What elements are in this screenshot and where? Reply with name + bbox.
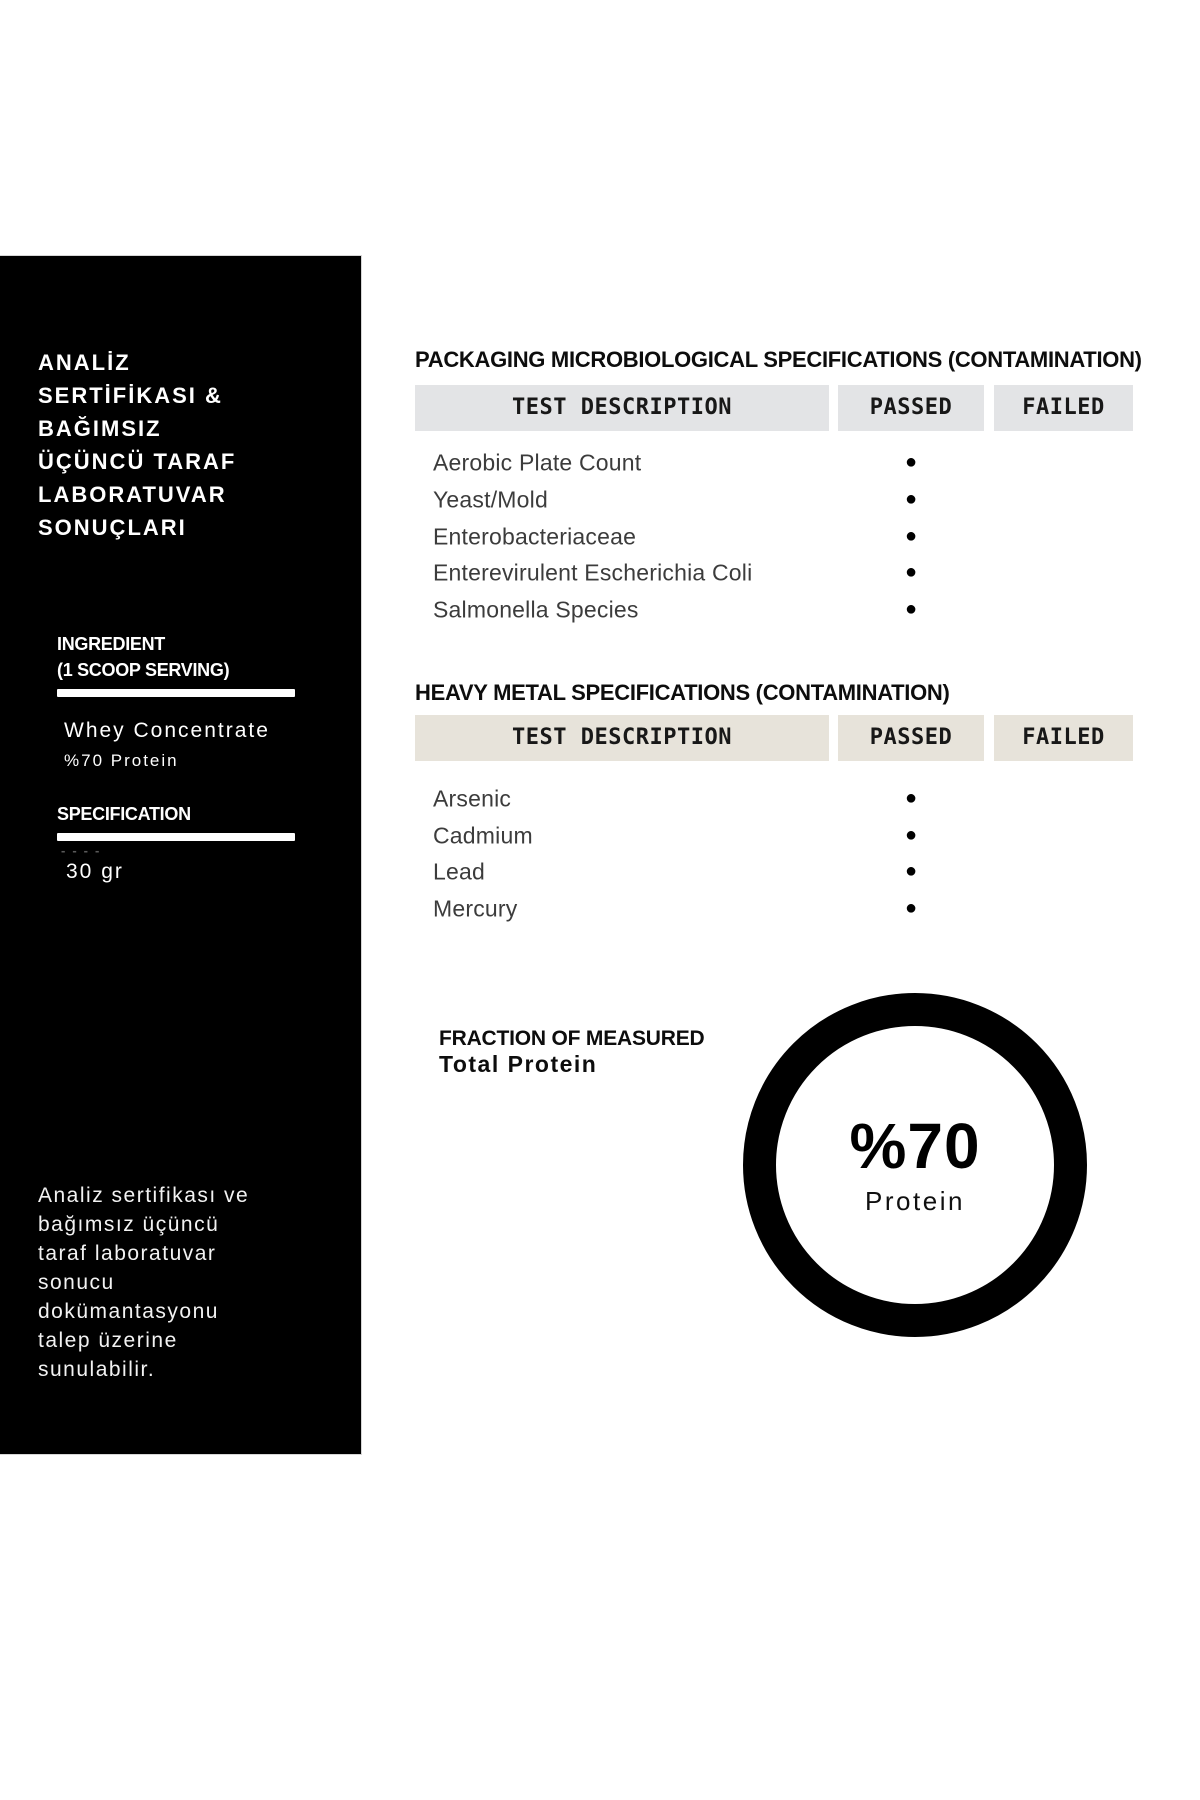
failed-dot <box>994 817 1133 854</box>
micro-col-passed: PASSED <box>838 385 984 431</box>
certificate-panel <box>0 255 362 1455</box>
failed-dot <box>994 554 1133 591</box>
table-row <box>415 890 1133 927</box>
failed-dot <box>994 853 1133 890</box>
protein-percent-unit: Protein <box>865 1185 965 1216</box>
passed-dot: ● <box>904 488 918 510</box>
table-row <box>415 780 1133 817</box>
test-name: Lead <box>433 858 485 884</box>
panel-heading-line: LABORATUVAR <box>38 482 227 507</box>
fraction-label: FRACTION OF MEASURED <box>439 1027 705 1050</box>
failed-dot <box>994 518 1133 555</box>
test-name: Mercury <box>433 895 518 921</box>
ingredient-value: Whey Concentrate <box>64 719 270 742</box>
note-line: dokümantasyonu <box>38 1300 219 1323</box>
test-name: Aerobic Plate Count <box>433 449 642 475</box>
table-row <box>415 481 1133 518</box>
table-row <box>415 444 1133 481</box>
note-line: sunulabilir. <box>38 1358 156 1381</box>
panel-heading-line: SERTİFİKASI & <box>38 383 223 408</box>
metal-col-failed: FAILED <box>994 715 1133 761</box>
table-row <box>415 817 1133 854</box>
divider-bar <box>57 689 295 697</box>
test-name: Enterobacteriaceae <box>433 523 637 549</box>
panel-heading-line: SONUÇLARI <box>38 515 187 540</box>
panel-heading <box>38 346 236 544</box>
table-row <box>415 591 1133 628</box>
passed-dot: ● <box>904 561 918 583</box>
panel-heading-line: ÜÇÜNCÜ TARAF <box>38 449 237 474</box>
ingredient-protein-percent: %70 Protein <box>64 751 179 770</box>
note-line: bağımsız üçüncü <box>38 1213 220 1236</box>
metal-col-passed: PASSED <box>838 715 984 761</box>
passed-dot: ● <box>904 598 918 620</box>
note-line: talep üzerine <box>38 1329 178 1352</box>
cropped-text-dashes: ---- <box>61 843 107 858</box>
table-row <box>415 554 1133 591</box>
failed-dot <box>994 481 1133 518</box>
passed-dot: ● <box>904 860 918 882</box>
specification-label: SPECIFICATION <box>57 804 191 824</box>
serving-amount: 30 gr <box>66 860 124 883</box>
panel-heading-line: ANALİZ <box>38 350 131 375</box>
passed-dot: ● <box>904 824 918 846</box>
micro-table-title: PACKAGING MICROBIOLOGICAL SPECIFICATIONS (CONTAMINATION) <box>415 347 1142 372</box>
failed-dot <box>994 890 1133 927</box>
note-line: Analiz sertifikası ve <box>38 1184 250 1207</box>
table-row <box>415 518 1133 555</box>
table-row <box>415 853 1133 890</box>
fraction-sublabel: Total Protein <box>439 1051 598 1077</box>
micro-col-test-description: TEST DESCRIPTION <box>415 385 829 431</box>
passed-dot: ● <box>904 451 918 473</box>
note-line: taraf laboratuvar <box>38 1242 217 1265</box>
test-name: Arsenic <box>433 785 512 811</box>
protein-percent-badge <box>743 993 1087 1337</box>
test-name: Enterevirulent Escherichia Coli <box>433 559 753 585</box>
availability-note <box>38 1181 343 1384</box>
passed-dot: ● <box>904 897 918 919</box>
passed-dot: ● <box>904 525 918 547</box>
panel-heading-line: BAĞIMSIZ <box>38 416 162 441</box>
failed-dot <box>994 780 1133 817</box>
failed-dot <box>994 444 1133 481</box>
test-name: Salmonella Species <box>433 596 639 622</box>
test-name: Cadmium <box>433 822 533 848</box>
test-name: Yeast/Mold <box>433 486 548 512</box>
protein-percent-value: %70 <box>849 1109 981 1182</box>
passed-dot: ● <box>904 787 918 809</box>
divider-bar <box>57 833 295 841</box>
failed-dot <box>994 591 1133 628</box>
ingredient-label <box>57 631 229 683</box>
metal-table-title: HEAVY METAL SPECIFICATIONS (CONTAMINATION) <box>415 680 950 705</box>
ingredient-label-line1: INGREDIENT <box>57 634 166 654</box>
ingredient-label-line2: (1 SCOOP SERVING) <box>57 660 230 680</box>
micro-col-failed: FAILED <box>994 385 1133 431</box>
note-line: sonucu <box>38 1271 115 1294</box>
metal-col-test-description: TEST DESCRIPTION <box>415 715 829 761</box>
